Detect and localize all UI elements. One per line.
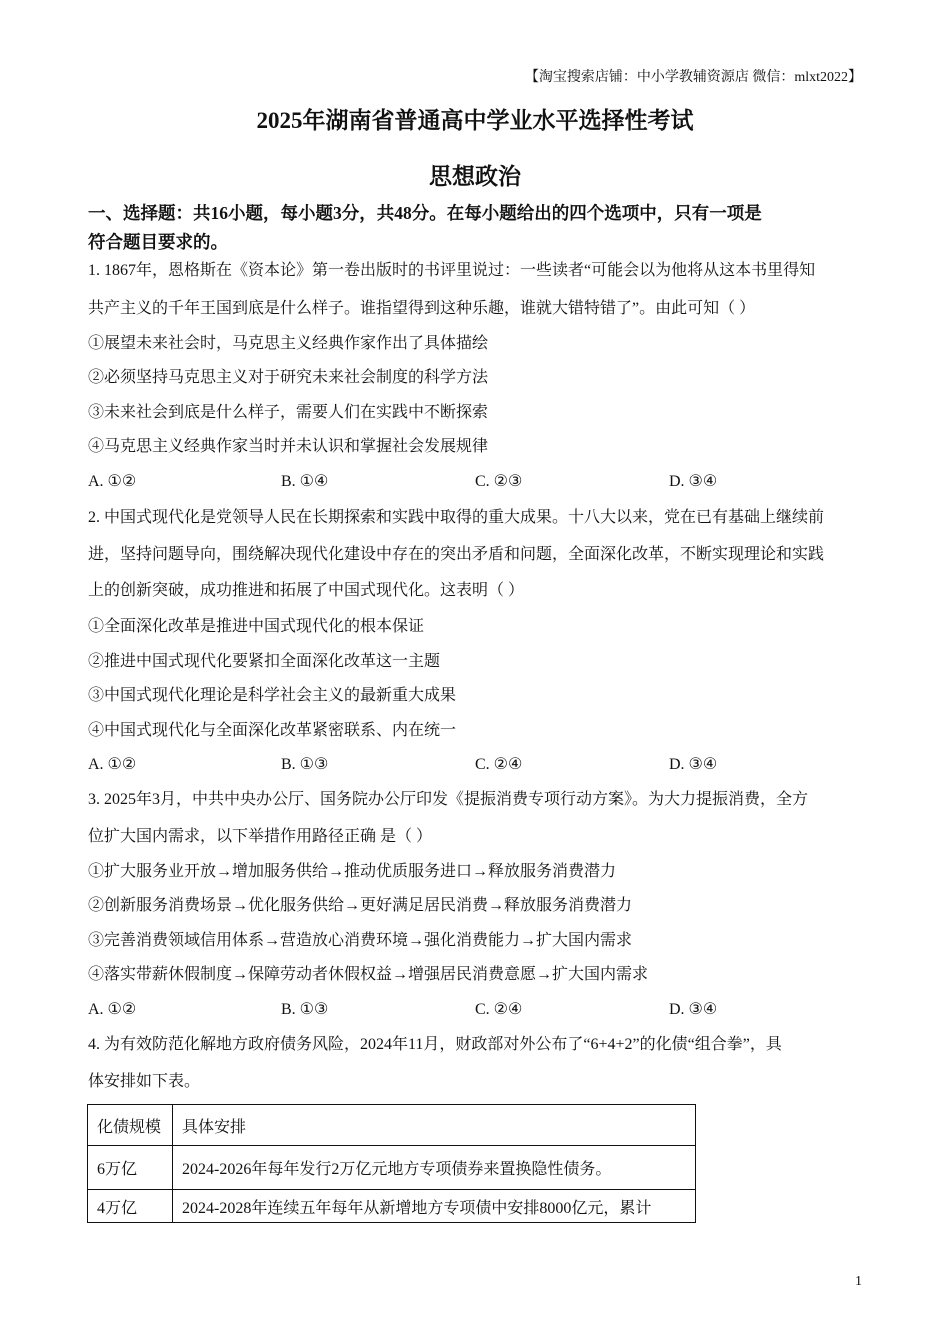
section-heading: 一、选择题：共16小题，每小题3分，共48分。在每小题给出的四个选项中，只有一项是 (88, 203, 762, 223)
option-b: B. ①③ (281, 756, 329, 773)
question-stem: 进，坚持问题导向，围绕解决现代化建设中存在的突出矛盾和问题，全面深化改革，不断实现理论和实践 (88, 546, 825, 563)
question-stem: 4. 为有效防范化解地方政府债务风险，2024年11月，财政部对外公布了“6+4+2”的化债“组合拳”，具 (88, 1036, 782, 1053)
table-cell: 2024-2028年连续五年每年从新增地方专项债中安排8000亿元，累计 (173, 1190, 696, 1223)
question-item: ④中国式现代化与全面深化改革紧密联系、内在统一 (88, 722, 457, 739)
header-note: 【淘宝搜索店铺：中小学教辅资源店 微信：mlxt2022】 (524, 70, 862, 85)
option-a: A. ①② (88, 1001, 137, 1018)
table-cell: 2024-2026年每年发行2万亿元地方专项债券来置换隐性债务。 (173, 1146, 696, 1190)
debt-table (87, 1104, 696, 1223)
page-title: 2025年湖南省普通高中学业水平选择性考试 (256, 108, 694, 133)
page-number: 1 (855, 1274, 862, 1289)
subject-title: 思想政治 (429, 164, 521, 189)
question-item: ②创新服务消费场景→优化服务供给→更好满足居民消费→释放服务消费潜力 (88, 897, 633, 914)
option-b: B. ①③ (281, 1001, 329, 1018)
question-stem: 共产主义的千年王国到底是什么样子。谁指望得到这种乐趣，谁就大错特错了”。由此可知（ ） (88, 300, 756, 317)
table-cell: 4万亿 (88, 1190, 173, 1223)
option-d: D. ③④ (669, 473, 718, 490)
question-stem: 2. 中国式现代化是党领导人民在长期探索和实践中取得的重大成果。十八大以来，党在已有基础上继续前 (88, 509, 825, 526)
question-item: ③完善消费领域信用体系→营造放心消费环境→强化消费能力→扩大国内需求 (88, 932, 633, 949)
table-header-row (88, 1105, 696, 1146)
option-d: D. ③④ (669, 756, 718, 773)
question-item: ④落实带薪休假制度→保障劳动者休假权益→增强居民消费意愿→扩大国内需求 (88, 966, 649, 983)
question-stem: 上的创新突破，成功推进和拓展了中国式现代化。这表明（ ） (88, 582, 525, 599)
option-c: C. ②③ (475, 473, 523, 490)
option-d: D. ③④ (669, 1001, 718, 1018)
table-header-cell: 具体安排 (173, 1105, 696, 1146)
question-item: ③中国式现代化理论是科学社会主义的最新重大成果 (88, 687, 457, 704)
table-row (88, 1146, 696, 1190)
question-item: ①展望未来社会时，马克思主义经典作家作出了具体描绘 (88, 335, 489, 352)
question-item: ④马克思主义经典作家当时并未认识和掌握社会发展规律 (88, 438, 489, 455)
option-c: C. ②④ (475, 756, 523, 773)
question-stem: 1. 1867年，恩格斯在《资本论》第一卷出版时的书评里说过：一些读者“可能会以为他将从这本书里得知 (88, 262, 816, 279)
question-stem: 3. 2025年3月，中共中央办公厅、国务院办公厅印发《提振消费专项行动方案》。为大力提振消费，全方 (88, 791, 809, 808)
table-cell: 6万亿 (88, 1146, 173, 1190)
option-a: A. ①② (88, 756, 137, 773)
question-item: ②必须坚持马克思主义对于研究未来社会制度的科学方法 (88, 369, 489, 386)
option-b: B. ①④ (281, 473, 329, 490)
option-c: C. ②④ (475, 1001, 523, 1018)
question-item: ②推进中国式现代化要紧扣全面深化改革这一主题 (88, 653, 441, 670)
table-header-cell: 化债规模 (88, 1105, 173, 1146)
question-item: ①扩大服务业开放→增加服务供给→推动优质服务进口→释放服务消费潜力 (88, 863, 617, 880)
section-heading-cont: 符合题目要求的。 (88, 232, 228, 252)
table-row (88, 1190, 696, 1223)
question-stem: 位扩大国内需求，以下举措作用路径正确 是（ ） (88, 828, 433, 845)
question-item: ①全面深化改革是推进中国式现代化的根本保证 (88, 618, 425, 635)
question-item: ③未来社会到底是什么样子，需要人们在实践中不断探索 (88, 404, 489, 421)
option-a: A. ①② (88, 473, 137, 490)
question-stem: 体安排如下表。 (88, 1073, 201, 1090)
